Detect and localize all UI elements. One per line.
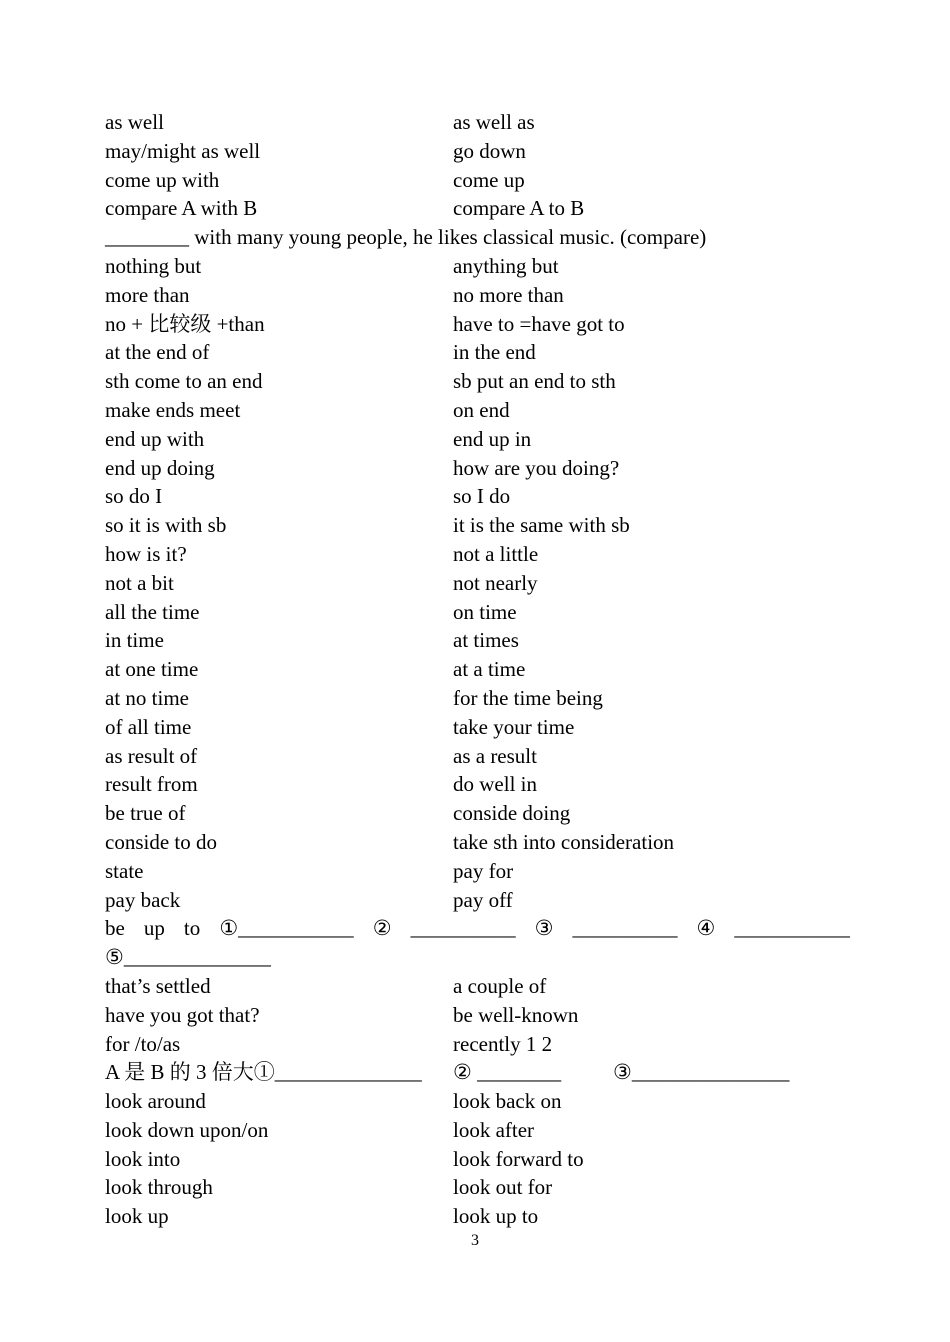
phrase-left: all the time xyxy=(105,599,200,624)
be-up-to-part: up xyxy=(143,916,165,941)
phrase-right: come up xyxy=(453,167,525,192)
be-up-to-part: ①___________ xyxy=(219,916,354,941)
phrase-row xyxy=(105,137,850,166)
phrase-row xyxy=(105,1145,850,1174)
phrase-right: in the end xyxy=(453,340,536,365)
phrase-right: look up to xyxy=(453,1204,539,1229)
phrase-right: at times xyxy=(453,628,519,653)
be-up-to-exercise xyxy=(105,914,850,943)
phrase-right: conside doing xyxy=(453,801,571,826)
phrase-left: pay back xyxy=(105,887,181,912)
phrase-row xyxy=(105,972,850,1001)
phrase-row xyxy=(105,1202,850,1231)
phrase-left: compare A with B xyxy=(105,196,258,221)
phrase-row xyxy=(105,511,850,540)
phrase-right: how are you doing? xyxy=(453,455,620,480)
phrase-left: as well xyxy=(105,110,164,134)
phrase-right: look forward to xyxy=(453,1146,584,1171)
phrase-left: as result of xyxy=(105,743,198,768)
phrase-left: may/might as well xyxy=(105,138,261,163)
phrase-right: as a result xyxy=(453,743,537,768)
times-exercise xyxy=(105,1058,850,1087)
phrase-left: not a bit xyxy=(105,570,174,595)
phrase-right: not a little xyxy=(453,541,539,566)
be-up-to-part: ③ xyxy=(534,916,554,941)
phrase-right: no more than xyxy=(453,282,564,307)
phrase-left: so do I xyxy=(105,484,163,509)
phrase-left: have you got that? xyxy=(105,1002,260,1027)
phrase-right: not nearly xyxy=(453,570,538,595)
phrase-left: look into xyxy=(105,1146,181,1171)
phrase-row xyxy=(105,310,850,339)
phrase-right: for the time being xyxy=(453,685,603,710)
times-exercise-part3: ③_______________ xyxy=(613,1060,790,1085)
be-up-to-part: ② xyxy=(372,916,392,941)
phrase-left: that’s settled xyxy=(105,973,211,998)
phrase-right: recently 1 2 xyxy=(453,1031,553,1056)
phrase-right: so I do xyxy=(453,484,511,509)
phrase-row xyxy=(105,194,850,223)
phrase-left: how is it? xyxy=(105,541,187,566)
phrase-right: be well-known xyxy=(453,1002,579,1027)
phrase-row xyxy=(105,1173,850,1202)
page-number: 3 xyxy=(471,1232,479,1249)
phrase-right: look after xyxy=(453,1117,535,1142)
phrase-left: sth come to an end xyxy=(105,369,263,394)
phrase-row xyxy=(105,1030,850,1059)
phrase-right: do well in xyxy=(453,772,537,797)
phrase-left: so it is with sb xyxy=(105,513,227,538)
phrase-right: sb put an end to sth xyxy=(453,369,616,394)
phrase-group-look xyxy=(105,1087,850,1231)
be-up-to-part: __________ xyxy=(410,916,516,941)
phrase-right: have to =have got to xyxy=(453,311,625,336)
phrase-right: look out for xyxy=(453,1175,553,1200)
phrase-left: of all time xyxy=(105,714,192,739)
phrase-left: be true of xyxy=(105,801,186,826)
phrase-right: end up in xyxy=(453,426,532,451)
phrase-group-main xyxy=(105,252,850,914)
phrase-left: make ends meet xyxy=(105,397,241,422)
phrase-row xyxy=(105,108,850,137)
phrase-right: on end xyxy=(453,397,510,422)
phrase-row xyxy=(105,742,850,771)
phrase-left: state xyxy=(105,858,144,883)
phrase-left: no + 比较级 +than xyxy=(105,311,265,336)
phrase-left: conside to do xyxy=(105,829,217,854)
be-up-to-exercise-line2: ⑤______________ xyxy=(105,945,271,970)
phrase-row xyxy=(105,540,850,569)
phrase-left: look down upon/on xyxy=(105,1117,269,1142)
phrase-group-as-well xyxy=(105,108,850,223)
phrase-left: look around xyxy=(105,1089,206,1114)
be-up-to-part: __________ xyxy=(572,916,678,941)
phrase-row xyxy=(105,569,850,598)
phrase-list xyxy=(105,108,850,1231)
phrase-row xyxy=(105,482,850,511)
phrase-right: look back on xyxy=(453,1089,562,1114)
phrase-right: anything but xyxy=(453,253,559,278)
phrase-row xyxy=(105,396,850,425)
phrase-row xyxy=(105,1087,850,1116)
phrase-right: on time xyxy=(453,599,517,624)
phrase-row xyxy=(105,454,850,483)
phrase-right: take your time xyxy=(453,714,575,739)
phrase-right: at a time xyxy=(453,657,526,682)
phrase-left: at one time xyxy=(105,657,199,682)
phrase-row xyxy=(105,684,850,713)
phrase-row xyxy=(105,425,850,454)
times-exercise-part1: A 是 B 的 3 倍大①______________ xyxy=(105,1060,422,1085)
phrase-right: go down xyxy=(453,138,526,163)
phrase-row xyxy=(105,598,850,627)
phrase-left: end up with xyxy=(105,426,205,451)
phrase-row xyxy=(105,713,850,742)
phrase-row xyxy=(105,799,850,828)
phrase-left: end up doing xyxy=(105,455,215,480)
phrase-row xyxy=(105,338,850,367)
phrase-left: result from xyxy=(105,772,198,797)
phrase-right: compare A to B xyxy=(453,196,585,221)
phrase-row xyxy=(105,655,850,684)
phrase-right: as well as xyxy=(453,110,535,134)
phrase-row xyxy=(105,1001,850,1030)
times-exercise-part2: ② ________ xyxy=(453,1060,562,1085)
phrase-row xyxy=(105,626,850,655)
phrase-right: take sth into consideration xyxy=(453,829,675,854)
phrase-row xyxy=(105,857,850,886)
phrase-row xyxy=(105,281,850,310)
be-up-to-part: to xyxy=(183,916,201,941)
compare-example-sentence: ________ with many young people, he likes classical music. (compare) xyxy=(105,225,707,250)
phrase-left: in time xyxy=(105,628,164,653)
phrase-left: nothing but xyxy=(105,253,202,278)
phrase-row xyxy=(105,828,850,857)
phrase-row xyxy=(105,1116,850,1145)
phrase-left: come up with xyxy=(105,167,220,192)
phrase-row xyxy=(105,252,850,281)
phrase-right: pay off xyxy=(453,887,513,912)
phrase-row xyxy=(105,886,850,915)
phrase-left: at the end of xyxy=(105,340,210,365)
be-up-to-part: ④ xyxy=(696,916,716,941)
be-up-to-part: be xyxy=(105,916,125,941)
phrase-row xyxy=(105,166,850,195)
phrase-left: look up xyxy=(105,1204,169,1229)
phrase-row xyxy=(105,367,850,396)
phrase-row xyxy=(105,770,850,799)
phrase-left: look through xyxy=(105,1175,213,1200)
phrase-right: a couple of xyxy=(453,973,547,998)
phrase-right: it is the same with sb xyxy=(453,513,630,538)
phrase-left: at no time xyxy=(105,685,189,710)
be-up-to-part: ___________ xyxy=(734,916,850,941)
phrase-group-settled xyxy=(105,972,850,1058)
phrase-right: pay for xyxy=(453,858,514,883)
phrase-left: more than xyxy=(105,282,190,307)
phrase-left: for /to/as xyxy=(105,1031,181,1056)
